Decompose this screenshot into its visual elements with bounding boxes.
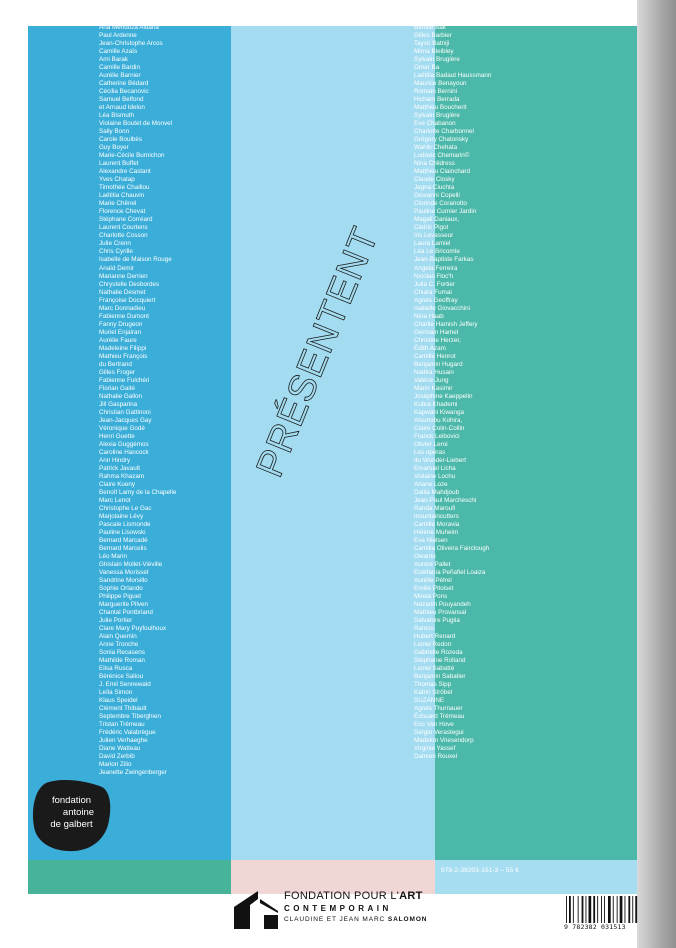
name-entry: Jean-Baptiste Farkas bbox=[414, 256, 474, 264]
name-entry: Fabienne Dumont bbox=[99, 312, 150, 320]
name-entry: Anaïd Demir bbox=[99, 264, 134, 272]
name-entry: Omar Ba bbox=[414, 64, 440, 72]
name-entry: Bernard Marcadé bbox=[99, 537, 148, 545]
name-entry: Alexia Guggémos bbox=[99, 440, 149, 448]
name-entry: Julie Portier bbox=[99, 617, 133, 625]
name-entry: Camille Bardin bbox=[99, 64, 140, 72]
name-entry: Lionel Redon bbox=[414, 641, 452, 649]
name-entry: Stéphanie Rolland bbox=[414, 657, 466, 665]
name-entry: Nicolas Floc'h bbox=[414, 272, 453, 280]
name-entry: Owanto bbox=[414, 553, 436, 561]
name-entry: Rahma Khazam bbox=[99, 472, 145, 480]
name-entry: Stéphane Corréard bbox=[99, 216, 153, 224]
fondation-salomon-logo bbox=[234, 889, 444, 929]
name-entry: Clorinde Coranotto bbox=[414, 200, 467, 208]
name-entry: Christophe Le Gac bbox=[99, 504, 152, 512]
name-entry: et Arnaud Idelon bbox=[99, 104, 145, 112]
name-entry: Gilles Barbier bbox=[414, 32, 452, 40]
name-entry: Marie Chênel bbox=[99, 200, 137, 208]
name-entry: Elisa Rusca bbox=[99, 665, 133, 673]
name-entry: Fabienne Fulchéri bbox=[99, 376, 150, 384]
name-entry: Eric Van Hove bbox=[414, 721, 454, 729]
name-entry: Maurice Benayoun bbox=[414, 80, 467, 88]
name-entry: du Bertrand bbox=[99, 360, 132, 368]
isbn-barcode bbox=[564, 896, 642, 934]
bottom-band-left bbox=[28, 860, 231, 894]
name-entry: Clément Thibault bbox=[99, 705, 147, 713]
name-entry: Jean-Paul Marcheschi bbox=[414, 496, 477, 504]
name-entry: Mireia Pons bbox=[414, 593, 448, 601]
name-entry: Mathieu François bbox=[99, 352, 148, 360]
name-entry: Leïla Simon bbox=[99, 689, 133, 697]
name-entry: Édouard Trémeau bbox=[414, 713, 465, 721]
name-entry: Patrick Javault bbox=[99, 464, 140, 472]
name-entry: Ami Barak bbox=[99, 56, 129, 64]
name-entry: Damien Rouxel bbox=[414, 753, 458, 761]
name-entry: Mirna Bleibley bbox=[414, 48, 454, 56]
name-entry: Benjamin Hugard bbox=[414, 360, 463, 368]
name-entry: Hubert Renard bbox=[414, 633, 456, 641]
name-entry: Benoît Lamy de la Chapelle bbox=[99, 488, 177, 496]
name-entry: Dominique Abensour bbox=[99, 8, 158, 15]
name-entry: Atsunobu Kohira, bbox=[414, 416, 463, 424]
name-entry: Julie Crenn bbox=[99, 240, 131, 248]
name-entry: Hicham Berrada bbox=[414, 96, 460, 104]
name-entry: Pascale Lismonde bbox=[99, 521, 151, 528]
name-entry: Romain Bernini bbox=[414, 88, 458, 96]
name-entry: Clare Mary Puyfoulhoux bbox=[99, 625, 167, 633]
name-entry: Charlie Hamish Jeffery bbox=[414, 320, 478, 328]
name-entry: Alain Quemin bbox=[99, 633, 137, 641]
name-entry: Laura Lamiel bbox=[414, 240, 451, 248]
badge-line-3: de galbert bbox=[50, 819, 93, 830]
name-entry: Salvatore Puglia bbox=[414, 617, 460, 625]
name-entry: Sylvain Brugière bbox=[414, 56, 460, 64]
name-entry: Jean-Christophe Arcos bbox=[99, 40, 163, 48]
badge-line-2: antoine bbox=[62, 807, 95, 818]
name-entry: Sally Bonn bbox=[99, 128, 130, 136]
name-entry: Joséphine Kaeppelin bbox=[414, 392, 473, 400]
name-entry: Caroline Hancock bbox=[99, 448, 149, 456]
name-entry: Bérénice Saliou bbox=[99, 673, 144, 681]
name-entry: Claire Kueny bbox=[99, 480, 136, 488]
name-entry: Jagna Ciuchta bbox=[414, 184, 455, 192]
name-entry: Jean-Jacques Gay bbox=[99, 416, 152, 424]
presentent-word: PRÉSENTENT bbox=[248, 221, 388, 483]
name-entry: Christian Gattinoni bbox=[99, 408, 151, 416]
name-entry: Bertille Bak bbox=[414, 24, 446, 32]
name-entry: Germain Hamel bbox=[414, 328, 459, 336]
name-entry: Guy Boyer bbox=[99, 144, 129, 152]
name-entry: Mathieu Provansal bbox=[414, 609, 467, 617]
name-entry: Françoise Docquiert bbox=[99, 296, 156, 304]
name-entry: Anaïs Ang bbox=[414, 8, 443, 15]
name-entry: Grégory Chatonsky bbox=[414, 136, 469, 144]
name-entry: Marianne Derrien bbox=[99, 272, 148, 280]
name-entry: Matthieu Clainchard bbox=[414, 168, 471, 176]
isbn-price: 978-2-38203-151-3 – 55 € bbox=[441, 867, 519, 874]
name-entry: Florian Gaité bbox=[99, 384, 136, 392]
name-entry: Madelon Vriesendorp bbox=[414, 737, 474, 745]
name-entry: Nathalie Gallon bbox=[99, 392, 143, 400]
name-entry: Édith Azam bbox=[414, 344, 446, 352]
name-entry: Les opéras bbox=[414, 448, 446, 456]
name-entry: Benjamin Sabatier bbox=[414, 673, 466, 681]
name-entry: Ann Hindry bbox=[99, 456, 131, 464]
name-entry: Timothée Chaillou bbox=[99, 184, 150, 192]
name-entry: Aurélie Faure bbox=[99, 336, 137, 344]
fondation-antoine-de-galbert-badge bbox=[32, 779, 111, 852]
name-entry: Franck Leibovici bbox=[414, 432, 460, 440]
name-entry: Catherine Bédard bbox=[99, 80, 149, 88]
name-entry: Cécilia Becanovic bbox=[99, 88, 149, 96]
critics-name-list bbox=[99, 8, 176, 778]
name-entry: Ghislain Mollet-Viéville bbox=[99, 561, 163, 569]
name-entry: Marie-Cécile Burnichon bbox=[99, 152, 165, 160]
name-entry: Giovanni Copelli bbox=[414, 192, 460, 200]
name-entry: Virginie Yassef bbox=[414, 745, 456, 753]
name-entry: Claude Closky bbox=[414, 176, 455, 184]
name-entry: mountaincutters bbox=[414, 512, 459, 520]
name-entry: Estefanía Peñafiel Loaiza bbox=[414, 569, 486, 577]
name-entry: Florence Chevat bbox=[99, 208, 146, 216]
name-entry: Laurent Courtens bbox=[99, 224, 148, 232]
name-entry: Léa Bismuth bbox=[99, 112, 135, 120]
name-entry: Eve Chabanon bbox=[414, 120, 456, 128]
name-entry: Alexandre Castant bbox=[99, 168, 151, 176]
name-entry: Henri Guette bbox=[99, 432, 135, 440]
name-entry: Nadira Husain bbox=[414, 368, 454, 376]
name-entry: Emilie Pitoiset bbox=[414, 585, 454, 593]
badge-line-1: fondation bbox=[51, 795, 92, 806]
name-entry: David Zerbib bbox=[99, 753, 135, 761]
name-entry: Agnès Thurnauer bbox=[414, 705, 463, 713]
name-entry: J. Emil Sennewald bbox=[99, 681, 151, 689]
name-entry: Emanuel Licha bbox=[414, 464, 456, 472]
name-entry: Ariane Loze bbox=[414, 480, 448, 488]
name-entry: Marguerite Pilven bbox=[99, 601, 148, 609]
bottom-band-right bbox=[435, 860, 637, 894]
name-entry: Aurélie Pétrel bbox=[414, 577, 452, 585]
name-entry: Kubra Khademi bbox=[414, 400, 458, 408]
name-entry: Anne Tronche bbox=[99, 641, 139, 649]
name-entry: Olivier Leroi bbox=[414, 440, 448, 448]
name-entry: Septembre Tiberghien bbox=[99, 713, 161, 721]
name-entry: Charlotte Cosson bbox=[99, 232, 148, 240]
name-entry: Claire Colin-Collin bbox=[414, 424, 465, 432]
name-entry: Chrystelle Desbordes bbox=[99, 280, 160, 288]
name-entry: Léo Marin bbox=[99, 553, 128, 561]
name-entry: Laurent Buffet bbox=[99, 160, 139, 168]
name-entry: Ludovic Chemarin© bbox=[414, 152, 470, 160]
name-entry: Nina Childress bbox=[414, 160, 455, 168]
name-entry: Hélène Muheim bbox=[414, 529, 459, 537]
name-entry: Isabelle de Maison Rouge bbox=[99, 256, 172, 264]
name-entry: Nazanin Pouyandeh bbox=[414, 601, 471, 609]
name-entry: Dalila Mahdjoub bbox=[414, 488, 460, 496]
name-entry: Magali Daniaux, bbox=[414, 216, 460, 224]
name-entry: Sophie Orlando bbox=[99, 585, 143, 593]
name-entry: Léa Le Bricomte bbox=[414, 248, 460, 256]
barcode-number: 9 782382 031513 bbox=[564, 923, 626, 931]
barcode-bars bbox=[564, 896, 642, 923]
name-entry: Valérie Jung bbox=[414, 376, 449, 384]
name-entry: Pauline Curnier Jardin bbox=[414, 208, 477, 216]
name-entry: Isabelle Giovacchini bbox=[414, 304, 471, 312]
name-entry: Matthieu Boucherit bbox=[414, 104, 467, 112]
name-entry: Bernard Marcelis bbox=[99, 545, 147, 553]
name-entry: Laëtitia Badaut Haussmann bbox=[414, 72, 492, 80]
name-entry: Julien Verhaeghe bbox=[99, 737, 148, 745]
name-entry: Iris Levasseur bbox=[414, 232, 454, 240]
name-entry: Marc Donnadieu bbox=[99, 304, 146, 312]
name-entry: Jill Gasparina bbox=[99, 400, 138, 408]
name-entry: Julia C. Fortier bbox=[414, 280, 455, 288]
name-entry: Aurélie Barnier bbox=[99, 72, 141, 80]
name-entry: Nathalie Desmet bbox=[99, 288, 146, 296]
name-entry: Eva Nielsen bbox=[414, 537, 448, 545]
name-entry: Diane Watteau bbox=[99, 745, 141, 753]
name-entry: Cédric Pigot bbox=[414, 224, 449, 232]
name-entry: Marjolaine Lévy bbox=[99, 512, 144, 520]
name-entry: Muriel Enjalran bbox=[99, 328, 141, 336]
name-entry: du Wonder-Liebert bbox=[414, 456, 467, 464]
name-entry: Gilles Froger bbox=[99, 368, 136, 376]
name-entry: Joan Ayrton bbox=[414, 16, 448, 24]
name-entry: Amélie Adamo bbox=[99, 16, 140, 24]
name-entry: Yves Chatap bbox=[99, 176, 135, 184]
name-entry: Sandrine Morsillo bbox=[99, 577, 148, 585]
name-entry: Mathilde Roman bbox=[99, 657, 145, 665]
name-entry: Violaine Boutet de Monvel bbox=[99, 120, 173, 128]
name-entry: Sylvain Brugière bbox=[414, 112, 460, 120]
name-entry: Ana Mendoza Aldana bbox=[99, 24, 159, 32]
name-entry: Camille Henrot bbox=[414, 352, 456, 360]
name-entry: Randa Maroufi bbox=[414, 504, 456, 512]
house-logo-icon bbox=[234, 889, 280, 929]
name-entry: Camille Azaïs bbox=[99, 48, 138, 56]
name-entry: Sergio Verastegui bbox=[414, 729, 464, 737]
name-entry: Ramos bbox=[414, 625, 434, 633]
name-entry: Thomas Sipp bbox=[414, 681, 452, 689]
name-entry: Laëtitia Chauvin bbox=[99, 192, 145, 200]
name-entry: Gabrielle Rozeda bbox=[414, 649, 463, 657]
name-entry: Angela Ferreira bbox=[414, 264, 458, 272]
name-entry: Chantal Pontbriand bbox=[99, 609, 153, 617]
name-entry: Wahib Chehata bbox=[414, 144, 458, 152]
logo-line-1: FONDATION POUR L'ART bbox=[284, 890, 423, 902]
name-entry: Marion Zilio bbox=[99, 761, 132, 769]
name-entry: Klaus Speidel bbox=[99, 697, 138, 705]
name-entry: Marc Lenot bbox=[99, 496, 131, 504]
name-entry: Pauline Lisowski bbox=[99, 529, 146, 537]
name-entry: Charlotte Charbonnel bbox=[414, 128, 474, 136]
logo-line-3: CLAUDINE ET JEAN MARC SALOMON bbox=[284, 916, 428, 923]
name-entry: Lionel Sabatté bbox=[414, 665, 455, 673]
name-entry: Aurore Pallet bbox=[414, 561, 451, 569]
name-entry: Taysir Batniji bbox=[414, 40, 450, 48]
name-entry: Marin Kasimir bbox=[414, 384, 453, 392]
name-entry: Chiara Fumai bbox=[414, 288, 452, 296]
name-entry: Chris Cyrille bbox=[99, 248, 133, 256]
name-entry: Kapwani Kiwanga bbox=[414, 408, 465, 416]
name-entry: Philippe Piguet bbox=[99, 593, 142, 601]
name-entry: Sonia Recasens bbox=[99, 649, 145, 657]
name-entry: Camilla Oliveira Fairclough bbox=[414, 545, 490, 553]
name-entry: Fanny Drugeon bbox=[99, 320, 143, 328]
name-entry: SUZANNE bbox=[414, 697, 445, 705]
name-entry: Tristan Trémeau bbox=[99, 721, 145, 729]
name-entry: Camille Moravia bbox=[414, 521, 460, 528]
logo-line-2: CONTEMPORAIN bbox=[284, 904, 392, 913]
name-entry: Jeanette Zwingenberger bbox=[99, 769, 167, 777]
name-entry: Carole Boulbès bbox=[99, 136, 143, 144]
name-entry: Christine Herzer, bbox=[414, 336, 461, 344]
name-entry: Frédéric Valabrègue bbox=[99, 729, 156, 737]
name-entry: Paul Ardenne bbox=[99, 32, 137, 40]
name-entry: Samuel Belfond bbox=[99, 96, 144, 104]
name-entry: Véronique Godé bbox=[99, 424, 145, 432]
name-entry: Madeleine Filippi bbox=[99, 344, 147, 352]
name-entry: Katrin Ströbel bbox=[414, 689, 453, 697]
name-entry: Vanessa Morisset bbox=[99, 569, 149, 577]
name-entry: Nina Haab bbox=[414, 312, 444, 320]
name-entry: Violaine Lochu bbox=[414, 472, 456, 480]
name-entry: Agnès Geoffray bbox=[414, 296, 458, 304]
page-edge-shadow bbox=[637, 0, 676, 948]
